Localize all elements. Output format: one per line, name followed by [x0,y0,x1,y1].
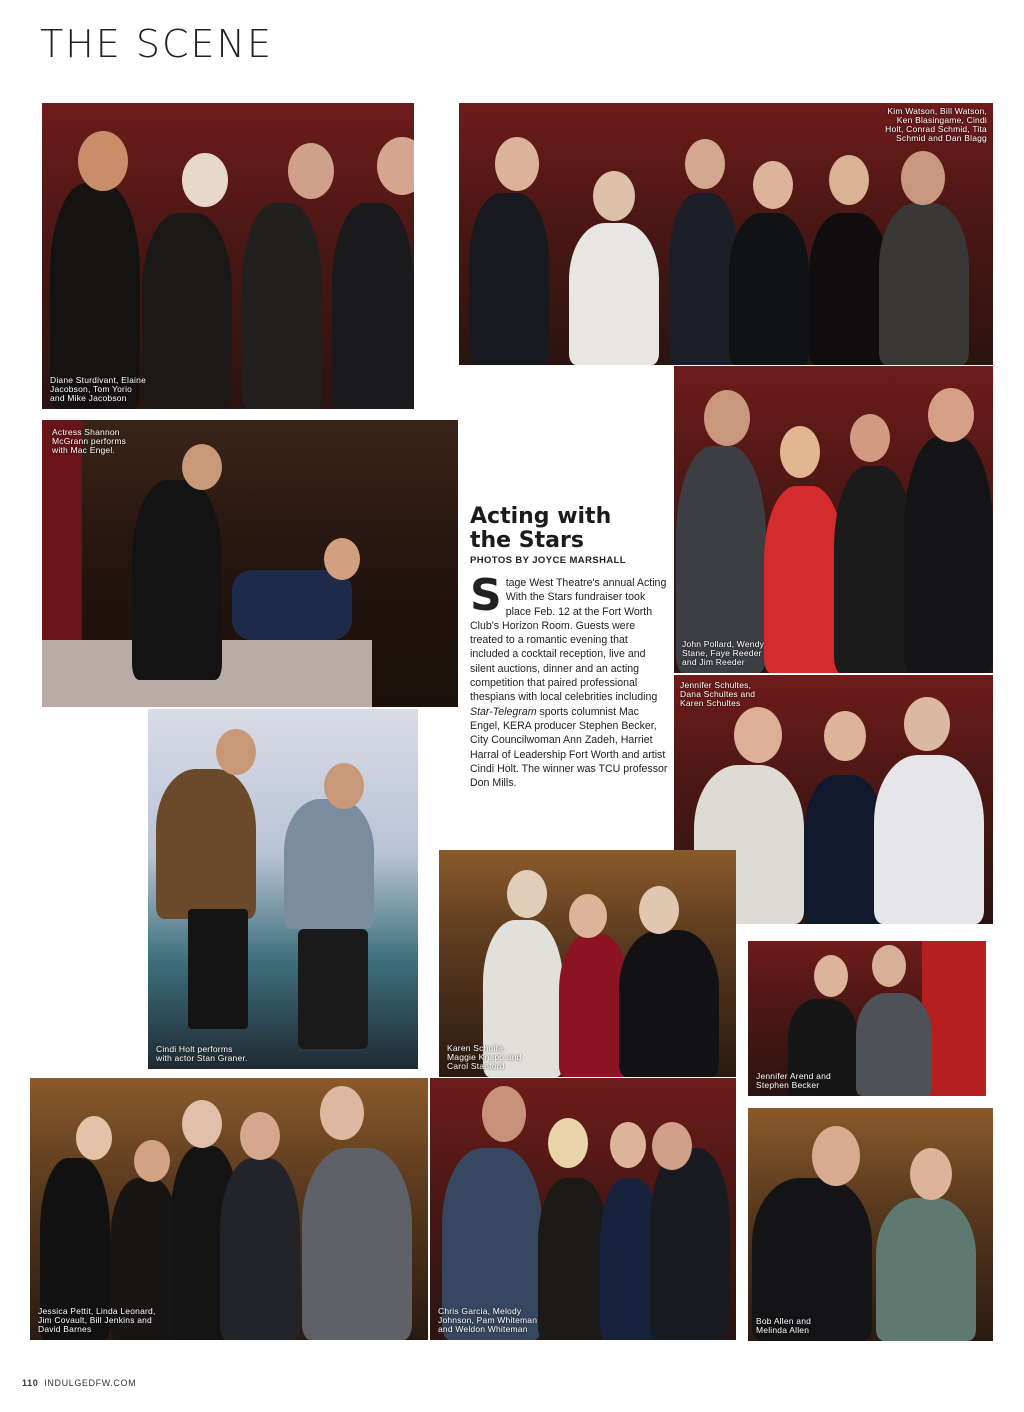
photo-caption: Bob Allen and Melinda Allen [756,1316,812,1335]
article-byline: PHOTOS BY JOYCE MARSHALL [470,555,626,566]
photo-caption: Cindi Holt performs with actor Stan Graner. [156,1044,248,1063]
page-number: 110 [22,1378,39,1388]
photo-caption: Actress Shannon McGrann performs with Mac Engel. [52,427,127,455]
photo-top-right-group [459,103,993,365]
footer-site: INDULGEDFW.COM [44,1378,137,1388]
photo-performance-mac-engel [42,420,458,707]
photo-scene [30,1078,428,1340]
photo-pettit-group [30,1078,428,1340]
publication-name: Star-Telegram [470,705,537,718]
photo-arend-becker [748,941,986,1096]
photo-caption: Chris Garcia, Melody Johnson, Pam Whiteman and Weldon Whiteman [438,1306,538,1334]
photo-caption: Jennifer Schultes, Dana Schultes and Karen Schultes [680,680,756,708]
photo-caption: Kim Watson, Bill Watson, Ken Blasingame, Cindi Holt, Conrad Schmid, Tita Schmid and Dan Blagg [885,106,987,143]
section-title: THE SCENE [40,22,273,66]
article-body-part2: sports columnist Mac Engel, KERA producer Stephen Becker, City Councilwoman Ann Zadeh, Harriet Harral of Leadership Fort Worth and artist Cindi Holt. The winner was TCU professor Don Mills. [470,705,668,790]
photo-pollard-group [674,366,993,673]
photo-caption: Jessica Pettit, Linda Leonard, Jim Covault, Bill Jenkins and David Barnes [38,1306,156,1334]
photo-allen-couple [748,1108,993,1341]
article-title: Acting with the Stars [470,504,612,553]
photo-scene [674,366,993,673]
photo-scene [148,709,418,1069]
photo-scene [42,103,414,409]
photo-caption: Karen Schulte, Maggie Knapp and Carol Stanford [447,1043,522,1071]
photo-scene [748,1108,993,1341]
article-body-part1: tage West Theatre's annual Acting With the Stars fundraiser took place Feb. 12 at the Fort Worth Club's Horizon Room. Guests were treated to a romantic evening that included a cocktail reception, live and silent auctions, dinner and an acting competition that paired professional thespians with local celebrities including [470,577,667,704]
photo-scene [430,1078,736,1340]
drop-cap: S [470,570,502,621]
photo-scene [42,420,458,707]
photo-garcia-group [430,1078,736,1340]
photo-caption: Diane Sturdivant, Elaine Jacobson, Tom Yorio and Mike Jacobson [50,375,146,403]
photo-cindi-holt-performance [148,709,418,1069]
photo-top-left-group [42,103,414,409]
article [470,505,670,790]
article-body [470,570,670,790]
photo-caption: John Pollard, Wendy Stane, Faye Reeder and Jim Reeder [682,639,765,667]
photo-schulte-knapp-stanford [439,850,736,1077]
page-footer [22,1378,136,1388]
photo-caption: Jennifer Arend and Stephen Becker [756,1071,831,1090]
